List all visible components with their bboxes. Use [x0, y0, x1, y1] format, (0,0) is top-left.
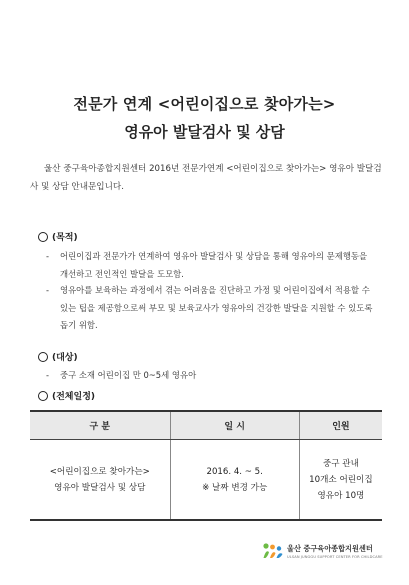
- circle-bullet-icon: [38, 391, 48, 401]
- dash-bullet-icon: -: [46, 251, 50, 261]
- schedule-heading: [38, 389, 95, 402]
- org-name-en: ULSAN JUNGGU SUPPORT CENTER FOR CHILDCARE: [287, 554, 383, 559]
- header-category: 구 분: [30, 411, 170, 440]
- cell-date: [170, 440, 299, 521]
- purpose-bullet-2: [46, 282, 376, 335]
- circle-bullet-icon: [38, 232, 48, 242]
- circle-bullet-icon: [38, 352, 48, 362]
- org-name: 울산 중구육아종합지원센터: [287, 543, 373, 553]
- category-line-1: <어린이집으로 찾아가는>: [49, 466, 150, 477]
- people-line-1: 중구 관내: [322, 458, 359, 469]
- schedule-heading-text: (전체일정): [52, 392, 96, 402]
- people-line-3: 영유아 10명: [317, 490, 365, 501]
- table-header-row: [30, 411, 382, 440]
- purpose-heading-text: (목적): [52, 233, 78, 243]
- cell-category: [30, 440, 170, 521]
- purpose-heading: [38, 230, 78, 243]
- title-line-2: 영유아 발달검사 및 상담: [124, 123, 285, 141]
- purpose-bullet-2-text: 영유아를 보육하는 과정에서 겪는 어려움을 진단하고 가정 및 어린이집에서 적용할 수 있는 팁을 제공함으로써 부모 및 보육교사가 영유아의 건강한 발달을 지원할 수 있도록 돕기 위함.: [60, 285, 373, 330]
- target-bullet-1-text: 중구 소재 어린이집 만 0~5세 영유아: [60, 370, 197, 380]
- dash-bullet-icon: -: [46, 285, 50, 295]
- date-line-1: 2016. 4. ~ 5.: [206, 466, 263, 477]
- schedule-table: [30, 410, 382, 521]
- target-heading: [38, 350, 78, 363]
- date-line-2: ※ 날짜 변경 가능: [202, 482, 268, 493]
- purpose-bullet-1-text: 어린이집과 전문가가 연계하여 영유아 발달검사 및 상담을 통해 영유아의 문제행동을 개선하고 전인적인 발달을 도모함.: [60, 251, 368, 279]
- category-line-2: 영유아 발달검사 및 상담: [54, 482, 146, 493]
- dash-bullet-icon: -: [46, 370, 50, 380]
- target-bullet-1: [46, 367, 376, 385]
- purpose-bullet-1: [46, 248, 376, 283]
- logo-text: [287, 544, 383, 559]
- cell-people: [299, 440, 382, 521]
- header-date: 일 시: [170, 411, 299, 440]
- intro-paragraph: 울산 중구육아종합지원센터 2016년 전문가연계 <어린이집으로 찾아가는> 영유아 발달검사 및 상담 안내문입니다.: [30, 164, 382, 192]
- people-line-2: 10개소 어린이집: [309, 474, 373, 485]
- target-heading-text: (대상): [52, 353, 78, 363]
- family-figures-logo-icon: [262, 542, 284, 560]
- title-line-1: 전문가 연계 <어린이집으로 찾아가는>: [73, 95, 336, 113]
- table-row: [30, 440, 382, 521]
- center-logo: [262, 542, 383, 560]
- header-people: 인원: [299, 411, 382, 440]
